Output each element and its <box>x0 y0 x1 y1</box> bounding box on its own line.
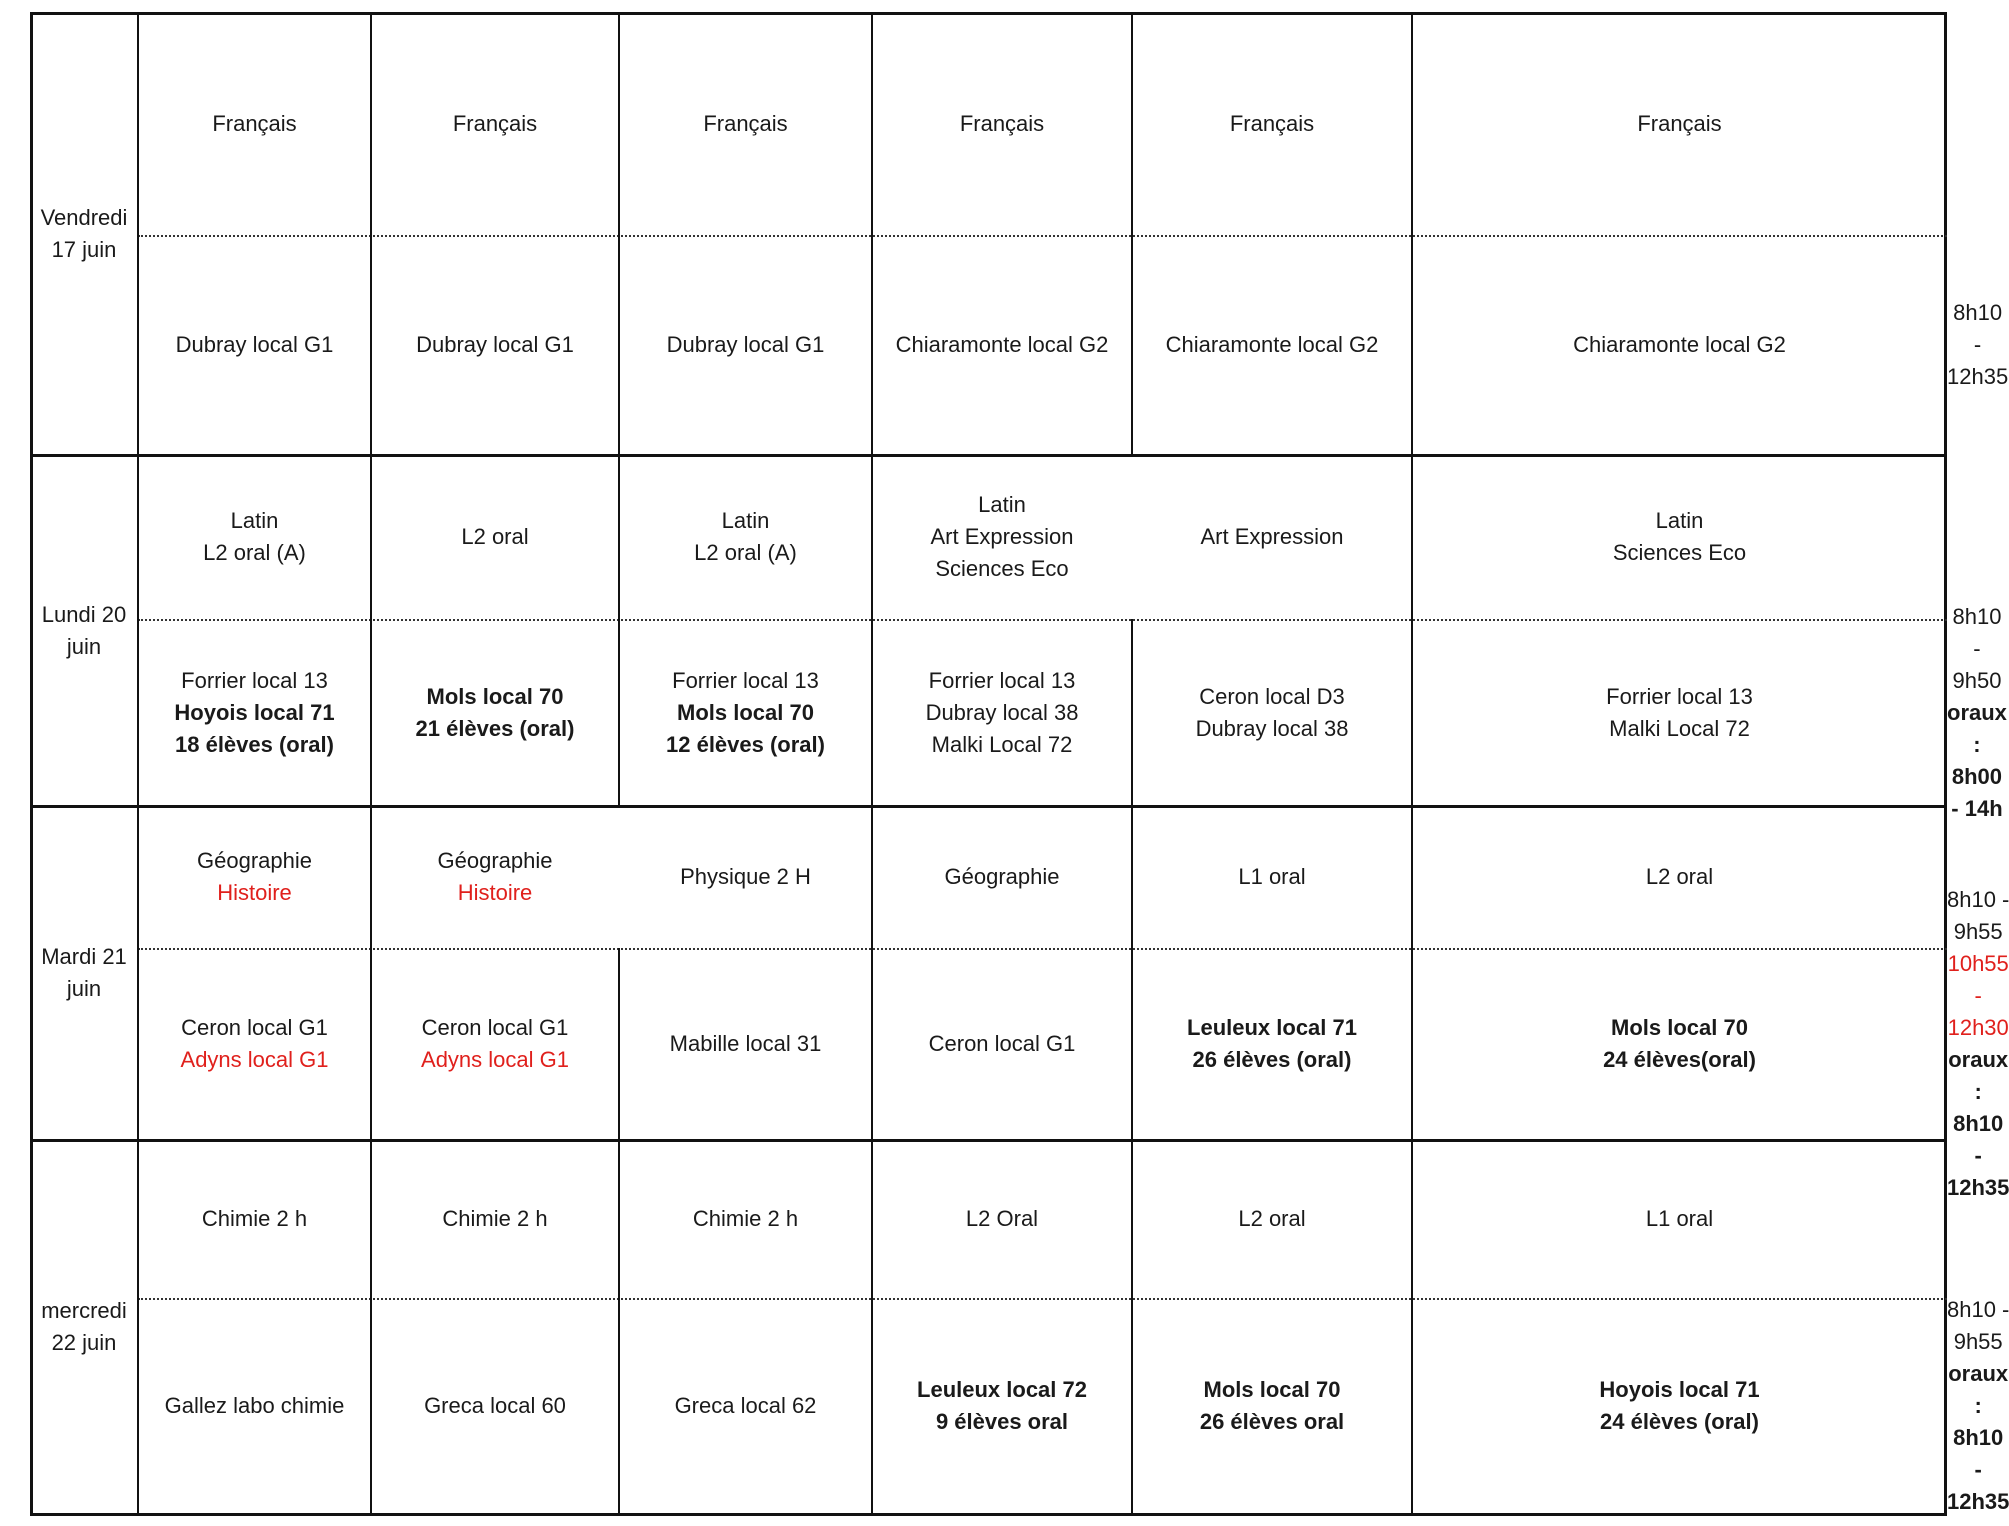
cell-text <box>1238 861 1305 893</box>
cell-line: Ceron local G1 <box>421 1015 569 1040</box>
room-cell <box>619 948 872 1140</box>
cell-text <box>930 489 1073 585</box>
room-cell <box>1132 619 1412 806</box>
subject-cell <box>1132 1140 1412 1298</box>
cell-line: oraux : <box>1947 699 2007 757</box>
room-cell <box>1412 948 1947 1140</box>
cell-line: Mols local 70 <box>677 699 814 725</box>
subject-cell <box>138 455 371 619</box>
subject-cell <box>1412 1140 1947 1298</box>
cell-line: Chiaramonte local G2 <box>1573 332 1786 357</box>
cell-line: 8h10 - 12h35 <box>1947 300 2009 389</box>
cell-line: Chiaramonte local G2 <box>895 332 1109 357</box>
cell-line: Art Expression <box>930 524 1074 549</box>
cell-text <box>461 521 528 553</box>
cell-text <box>421 1012 569 1076</box>
cell-line: Histoire <box>217 880 292 905</box>
cell-line: Gallez labo chimie <box>164 1393 345 1418</box>
cell-text <box>1646 1203 1713 1235</box>
cell-line: Ceron local G1 <box>181 1015 328 1040</box>
cell-line: oraux : <box>1948 1361 2009 1418</box>
cell-line: Latin <box>230 508 279 533</box>
cell-line: Chimie 2 h <box>201 1206 308 1231</box>
cell-line: Adyns local G1 <box>180 1047 329 1072</box>
room-cell <box>1412 235 1947 455</box>
cell-line: Forrier local 13 <box>672 667 819 693</box>
room-cell <box>872 948 1132 1140</box>
room-cell <box>1412 1298 1947 1514</box>
subject-cell <box>371 806 619 948</box>
cell-line: 21 élèves (oral) <box>415 715 575 741</box>
cell-text <box>1606 681 1753 745</box>
cell-text <box>1947 601 2007 825</box>
room-cell <box>138 1298 371 1514</box>
cell-line: Mabille local 31 <box>669 1031 822 1056</box>
cell-line: Forrier local 13 <box>928 667 1076 693</box>
room-cell <box>619 235 872 455</box>
cell-text <box>212 108 296 140</box>
cell-line: Forrier local 13 <box>181 667 328 693</box>
subject-cell <box>872 455 1132 619</box>
cell-line: Mols local 70 <box>1611 1015 1748 1040</box>
room-cell <box>1412 619 1947 806</box>
cell-text <box>945 861 1060 893</box>
cell-text <box>1196 681 1349 745</box>
cell-line: 8h10 - 9h50 <box>1952 603 2002 693</box>
cell-line: Physique 2 H <box>680 864 811 889</box>
room-cell <box>371 619 619 806</box>
subject-cell <box>619 455 872 619</box>
subject-cell <box>619 806 872 948</box>
cell-text <box>202 1203 307 1235</box>
cell-line: 26 élèves (oral) <box>1192 1047 1352 1072</box>
cell-text <box>694 505 797 569</box>
cell-line: Français <box>959 110 1045 136</box>
subject-cell <box>138 806 371 948</box>
room-cell <box>872 235 1132 455</box>
cell-text <box>929 1028 1076 1060</box>
cell-line: Mols local 70 <box>1203 1377 1341 1402</box>
cell-text <box>960 108 1044 140</box>
cell-text <box>667 329 825 361</box>
cell-text <box>703 108 787 140</box>
cell-line: Hoyois local 71 <box>1599 1377 1760 1402</box>
subject-cell <box>619 1140 872 1298</box>
cell-line: 8h10 - 12h35 <box>1947 1111 2009 1200</box>
cell-line: Chimie 2 h <box>442 1206 548 1231</box>
room-cell <box>1947 887 2009 1200</box>
cell-line: Dubray local G1 <box>175 332 334 357</box>
cell-text <box>1603 1012 1756 1076</box>
day-label: Lundi 20 juin <box>42 599 126 663</box>
cell-line: Leuleux local 71 <box>1187 1015 1357 1040</box>
cell-text <box>442 1203 547 1235</box>
cell-line: 18 élèves (oral) <box>175 731 334 757</box>
subject-cell <box>1132 455 1412 619</box>
day-label-cell <box>30 1140 138 1514</box>
cell-line: 10h55 - 12h30 <box>1947 951 2009 1040</box>
cell-text <box>1238 1203 1305 1235</box>
cell-text <box>1947 884 2009 1204</box>
cell-line: Ceron local D3 <box>1199 683 1345 709</box>
subject-cell <box>138 12 371 235</box>
cell-text <box>1947 1294 2009 1518</box>
cell-line: Leuleux local 72 <box>917 1377 1087 1402</box>
room-cell <box>872 619 1132 806</box>
cell-line: Adyns local G1 <box>421 1047 569 1072</box>
cell-text <box>1200 1374 1344 1438</box>
day-label: Vendredi 17 juin <box>41 202 128 266</box>
cell-line: Greca local 62 <box>674 1393 817 1418</box>
cell-line: Latin <box>721 508 770 533</box>
day-label-cell <box>30 12 138 455</box>
cell-line: 9 élèves oral <box>935 1409 1069 1434</box>
cell-line: Français <box>703 110 788 136</box>
cell-line: 8h10 - 12h35 <box>1947 1425 2009 1514</box>
room-cell <box>619 1298 872 1514</box>
cell-text <box>1613 505 1746 569</box>
cell-text <box>693 1203 798 1235</box>
subject-cell <box>1132 806 1412 948</box>
cell-text <box>1947 297 2008 393</box>
cell-text <box>917 1374 1087 1438</box>
subject-cell <box>619 12 872 235</box>
cell-text <box>966 1203 1038 1235</box>
cell-text <box>926 665 1079 761</box>
room-cell <box>138 948 371 1140</box>
cell-text <box>1166 329 1379 361</box>
room-cell <box>1947 1298 2009 1514</box>
cell-text <box>174 665 334 761</box>
cell-text <box>670 1028 822 1060</box>
room-cell <box>1947 603 2007 821</box>
cell-text <box>1200 521 1343 553</box>
cell-line: Géographie <box>437 848 553 873</box>
cell-line: L2 oral (A) <box>203 540 306 565</box>
day-label-cell <box>30 455 138 806</box>
subject-cell <box>872 1140 1132 1298</box>
day-label: Mardi 21 juin <box>41 941 127 1005</box>
cell-line: Sciences Eco <box>1612 540 1747 565</box>
subject-cell <box>1412 12 1947 235</box>
cell-line: L1 oral <box>1238 864 1306 889</box>
subject-cell <box>872 806 1132 948</box>
cell-text <box>438 845 553 909</box>
cell-line: Dubray local G1 <box>666 332 825 357</box>
cell-text <box>165 1390 345 1422</box>
cell-line: Sciences Eco <box>935 556 1069 581</box>
room-cell <box>138 619 371 806</box>
cell-line: Art Expression <box>1200 524 1344 549</box>
cell-line: Latin <box>1655 508 1704 533</box>
subject-cell <box>1132 12 1412 235</box>
cell-text <box>680 861 811 893</box>
cell-line: L2 oral <box>461 524 529 549</box>
cell-line: L2 oral <box>1645 864 1714 889</box>
room-cell <box>371 948 619 1140</box>
cell-line: Greca local 60 <box>424 1393 566 1418</box>
cell-line: 24 élèves (oral) <box>1600 1409 1759 1434</box>
cell-line: Hoyois local 71 <box>174 699 335 725</box>
cell-text <box>453 108 537 140</box>
room-cell <box>1132 235 1412 455</box>
room-cell <box>872 1298 1132 1514</box>
cell-line: Ceron local G1 <box>928 1031 1076 1056</box>
day-label: mercredi 22 juin <box>41 1295 127 1359</box>
subject-cell <box>1412 806 1947 948</box>
cell-text <box>666 665 825 761</box>
cell-line: Malki Local 72 <box>1609 715 1750 741</box>
subject-cell <box>371 455 619 619</box>
cell-text <box>1573 329 1786 361</box>
cell-line: Français <box>1637 110 1722 136</box>
cell-line: L2 Oral <box>965 1206 1039 1231</box>
subject-cell <box>371 12 619 235</box>
subject-cell <box>1412 455 1947 619</box>
cell-line: Mols local 70 <box>426 683 564 709</box>
cell-line: Français <box>452 110 538 136</box>
cell-line: Français <box>212 110 297 136</box>
cell-line: Forrier local 13 <box>1606 683 1753 709</box>
cell-text <box>1637 108 1721 140</box>
cell-line: oraux : <box>1948 1047 2009 1104</box>
cell-text <box>197 845 312 909</box>
cell-line: Latin <box>978 492 1026 517</box>
cell-line: Malki Local 72 <box>931 731 1073 757</box>
room-cell <box>371 1298 619 1514</box>
cell-line: Dubray local 38 <box>1195 715 1349 741</box>
subject-cell <box>872 12 1132 235</box>
room-cell <box>371 235 619 455</box>
cell-line: L2 oral (A) <box>694 540 797 565</box>
cell-text <box>203 505 306 569</box>
room-cell <box>1132 1298 1412 1514</box>
cell-line: Chiaramonte local G2 <box>1165 332 1379 357</box>
exam-schedule-table <box>30 12 2009 1516</box>
cell-line: 26 élèves oral <box>1199 1409 1345 1434</box>
cell-line: L2 oral <box>1238 1206 1306 1231</box>
subject-cell <box>138 1140 371 1298</box>
cell-text <box>424 1390 566 1422</box>
cell-text <box>1599 1374 1759 1438</box>
cell-line: Dubray local G1 <box>416 332 574 357</box>
room-cell <box>619 619 872 806</box>
cell-text <box>1187 1012 1357 1076</box>
cell-text <box>896 329 1109 361</box>
cell-line: 12 élèves (oral) <box>666 731 825 757</box>
cell-line: 8h10 - 9h55 <box>1947 1297 2009 1354</box>
cell-text <box>1230 108 1314 140</box>
room-cell <box>1132 948 1412 1140</box>
room-cell <box>138 235 371 455</box>
cell-line: L1 oral <box>1645 1206 1714 1231</box>
cell-line: Histoire <box>457 880 533 905</box>
cell-text <box>176 329 334 361</box>
cell-text <box>416 329 574 361</box>
cell-line: Géographie <box>197 848 312 873</box>
cell-line: Français <box>1229 110 1315 136</box>
cell-line: Chimie 2 h <box>692 1206 799 1231</box>
cell-text <box>675 1390 817 1422</box>
cell-text <box>416 681 575 745</box>
room-cell <box>1947 235 2008 455</box>
cell-text <box>181 1012 329 1076</box>
day-label-cell <box>30 806 138 1140</box>
cell-line: 8h10 - 9h55 <box>1947 887 2009 944</box>
cell-line: Dubray local 38 <box>925 699 1079 725</box>
cell-text <box>1646 861 1713 893</box>
cell-line: Géographie <box>944 864 1060 889</box>
cell-line: 24 élèves(oral) <box>1603 1047 1756 1072</box>
cell-line: 8h00 - 14h <box>1951 763 2003 821</box>
subject-cell <box>371 1140 619 1298</box>
